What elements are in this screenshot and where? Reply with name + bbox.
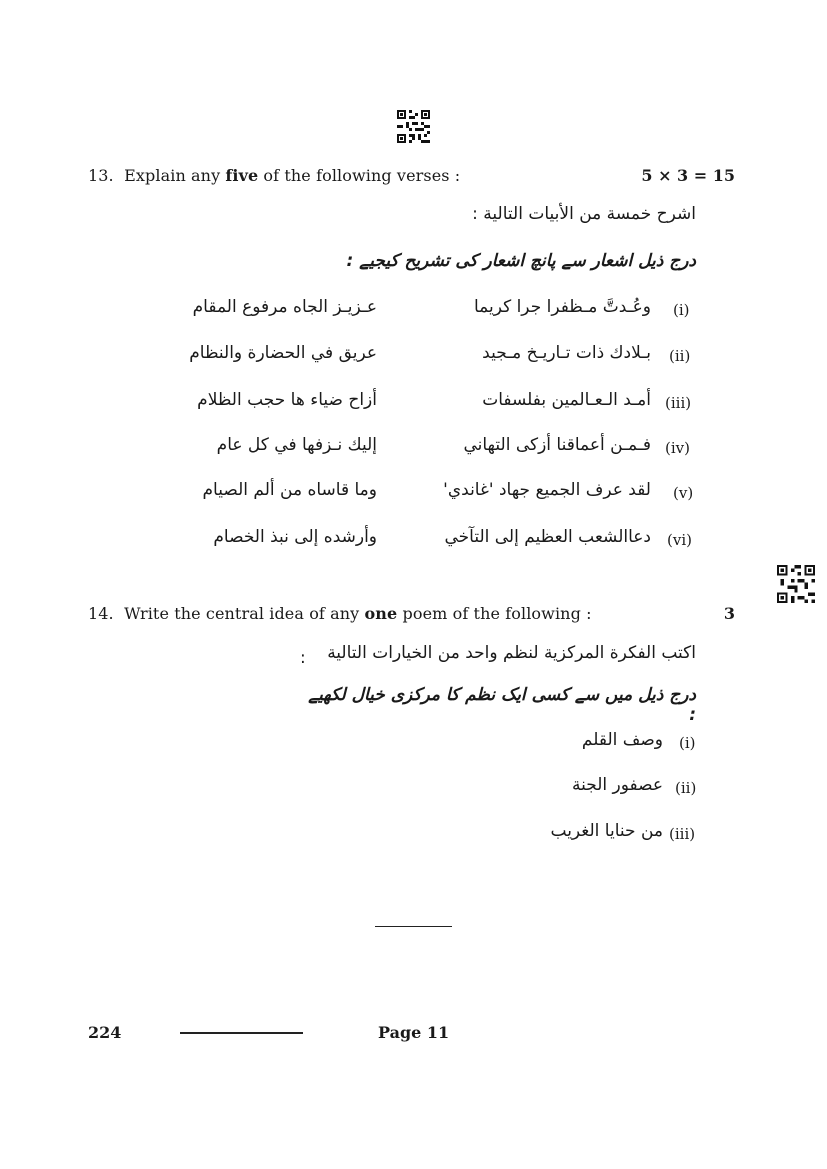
option-text: عصفور الجنة <box>571 775 663 795</box>
end-divider <box>375 926 452 927</box>
q14-arabic-instruction-line1: اكتب الفكرة المركزية لنظم واحد من الخيارات التالية <box>327 643 696 663</box>
q13-arabic-instruction: اشرح خمسة من الأبيات التالية : <box>472 204 696 224</box>
q14-text-bold: one <box>364 604 398 623</box>
verse-number: (vi) <box>667 531 692 549</box>
verse-first-hemistich: فـمـن أعماقنا أزكى التهاني <box>463 435 651 455</box>
option-number: (i) <box>679 734 696 752</box>
verse-first-hemistich: لقد عرف الجميع جهاد 'غاندي' <box>443 480 651 500</box>
verse-first-hemistich: دعاالشعب العظيم إلى التآخي <box>444 527 651 547</box>
q13-urdu-instruction: درج ذیل اشعار سے پانچ اشعار کی تشریح کیجیے : <box>346 251 696 271</box>
verse-number: (i) <box>673 301 690 319</box>
q14-text-before: Write the central idea of any <box>124 604 365 623</box>
q14-arabic-instruction-line2: : <box>300 648 306 668</box>
q13-text-bold: five <box>225 166 259 185</box>
verse-first-hemistich: وعُـدتَّ مـظفرا جرا كريما <box>473 297 651 317</box>
q13-text-after: of the following verses : <box>258 166 461 185</box>
paper-code: 224 <box>88 1023 122 1042</box>
verse-second-hemistich: وما قاساه من ألم الصيام <box>202 480 377 500</box>
verse-second-hemistich: وأرشده إلى نبذ الخصام <box>213 527 377 547</box>
page-number: Page 11 <box>378 1023 450 1042</box>
q14-text-after: poem of the following : <box>397 604 592 623</box>
q13-line <box>88 166 588 185</box>
verse-first-hemistich: أمـد الـعـالمين بفلسفات <box>482 390 651 410</box>
option-number: (iii) <box>669 825 696 843</box>
qr-code-side <box>777 565 815 603</box>
verse-number: (ii) <box>669 347 691 365</box>
verse-second-hemistich: عريق في الحضارة والنظام <box>189 343 377 363</box>
option-number: (ii) <box>675 779 697 797</box>
verse-second-hemistich: إليك نـزفها في كل عام <box>216 435 377 455</box>
q13-marks-value: 5 × 3 = 15 <box>641 166 735 185</box>
q14-urdu-instruction: درج ذیل میں سے کسی ایک نظم کا مرکزی خیال لکھیے : <box>308 685 696 725</box>
q13-marks <box>600 166 735 185</box>
q14-marks <box>690 604 735 623</box>
q14-marks-value: 3 <box>723 604 735 623</box>
verse-number: (v) <box>673 484 694 502</box>
verse-number: (iv) <box>665 439 690 457</box>
q14-number: 14. <box>88 604 114 623</box>
verse-second-hemistich: أزاح ضياء ها حجب الظلام <box>197 390 377 410</box>
qr-code-top <box>397 110 430 143</box>
option-text: من حنايا الغريب <box>550 821 663 841</box>
option-text: وصف القلم <box>581 730 663 750</box>
q14-line <box>88 604 688 623</box>
verse-number: (iii) <box>665 394 692 412</box>
verse-second-hemistich: عـزيـز الجاه مرفوع المقام <box>192 297 377 317</box>
footer-rule <box>180 1032 303 1034</box>
q13-text-before: Explain any <box>124 166 226 185</box>
verse-first-hemistich: بـلادك ذات تـاريـخ مـجيد <box>482 343 651 363</box>
q13-number: 13. <box>88 166 114 185</box>
